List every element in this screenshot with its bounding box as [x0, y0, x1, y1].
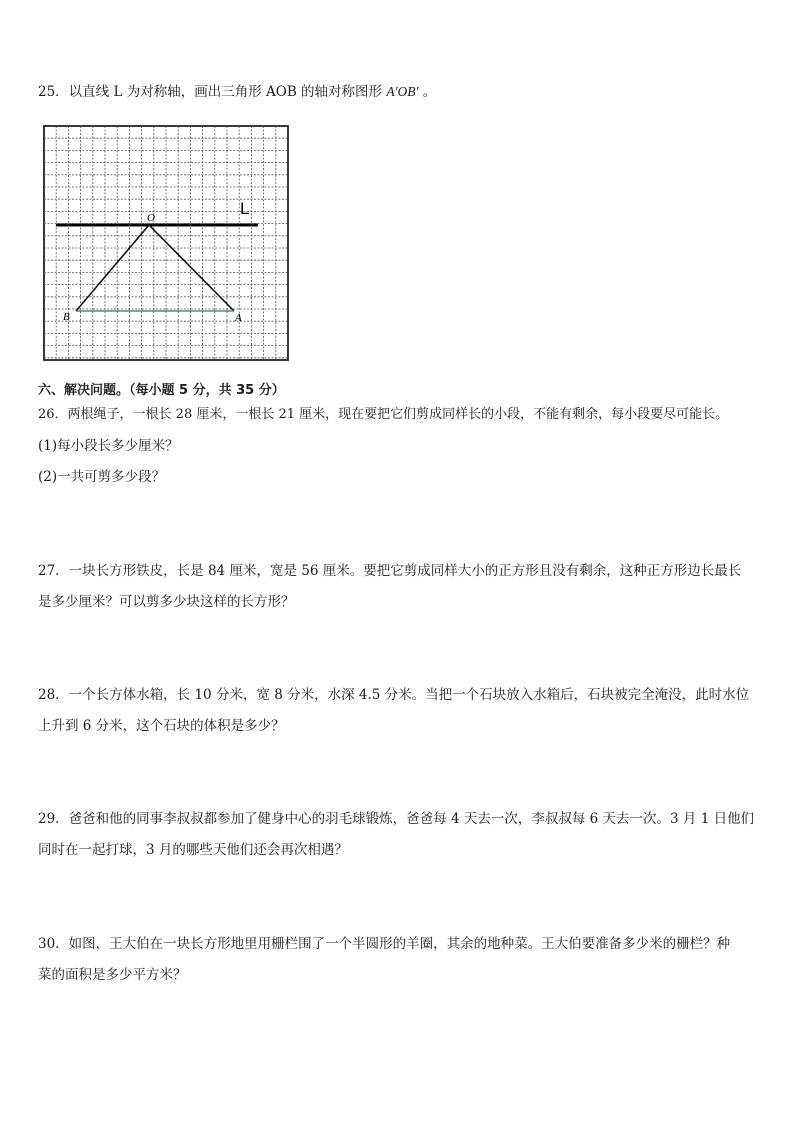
question-26-sub-1: (1)每小段长多少厘米？ — [38, 438, 179, 454]
question-27-line-2: 是多少厘米？可以剪多少块这样的长方形？ — [38, 594, 295, 610]
question-25-text: 25．以直线 L 为对称轴，画出三角形 AOB 的轴对称图形 — [38, 84, 387, 100]
symmetric-triangle-label: A′OB′ — [386, 84, 419, 99]
question-25-end: 。 — [418, 84, 437, 100]
point-label-A: A — [235, 312, 242, 324]
question-26-line-1: 26．两根绳子，一根长 28 厘米，一根长 21 厘米，现在要把它们剪成同样长的小段，不能有剩余，每小段要尽可能长。 — [38, 407, 729, 422]
question-28-line-1: 28．一个长方体水箱，长 10 分米，宽 8 分米，水深 4.5 分米。当把一个石块放入水箱后，石块被完全淹没，此时水位 — [38, 687, 750, 703]
question-29-line-2: 同时在一起打球，3 月的哪些天他们还会再次相遇？ — [38, 842, 348, 858]
question-29-line-1: 29．爸爸和他的同事李叔叔都参加了健身中心的羽毛球锻炼，爸爸每 4 天去一次，李叔叔每 6 天去一次。3 月 1 日他们 — [38, 811, 755, 827]
question-28-line-2: 上升到 6 分米，这个石块的体积是多少？ — [38, 718, 285, 734]
grid-figure-svg — [40, 122, 292, 364]
question-30-line-2: 菜的面积是多少平方米？ — [38, 967, 187, 983]
question-26-sub-2: (2)一共可剪多少段？ — [38, 469, 166, 485]
question-27-line-1: 27．一块长方形铁皮，长是 84 厘米，宽是 56 厘米。要把它剪成同样大小的正方形且没有剩余，这种正方形边长最长 — [38, 563, 742, 579]
point-label-O: O — [147, 212, 155, 224]
axis-label-L: L — [240, 199, 250, 218]
question-25 — [38, 83, 436, 101]
point-label-B: B — [63, 311, 70, 323]
grid-figure — [40, 122, 292, 364]
question-30-line-1: 30．如图，王大伯在一块长方形地里用栅栏围了一个半圆形的羊圈，其余的地种菜。王大伯要准备多少米的栅栏？种 — [38, 936, 731, 952]
section-6-title: 六、解决问题。（每小题 5 分，共 35 分） — [38, 383, 285, 398]
